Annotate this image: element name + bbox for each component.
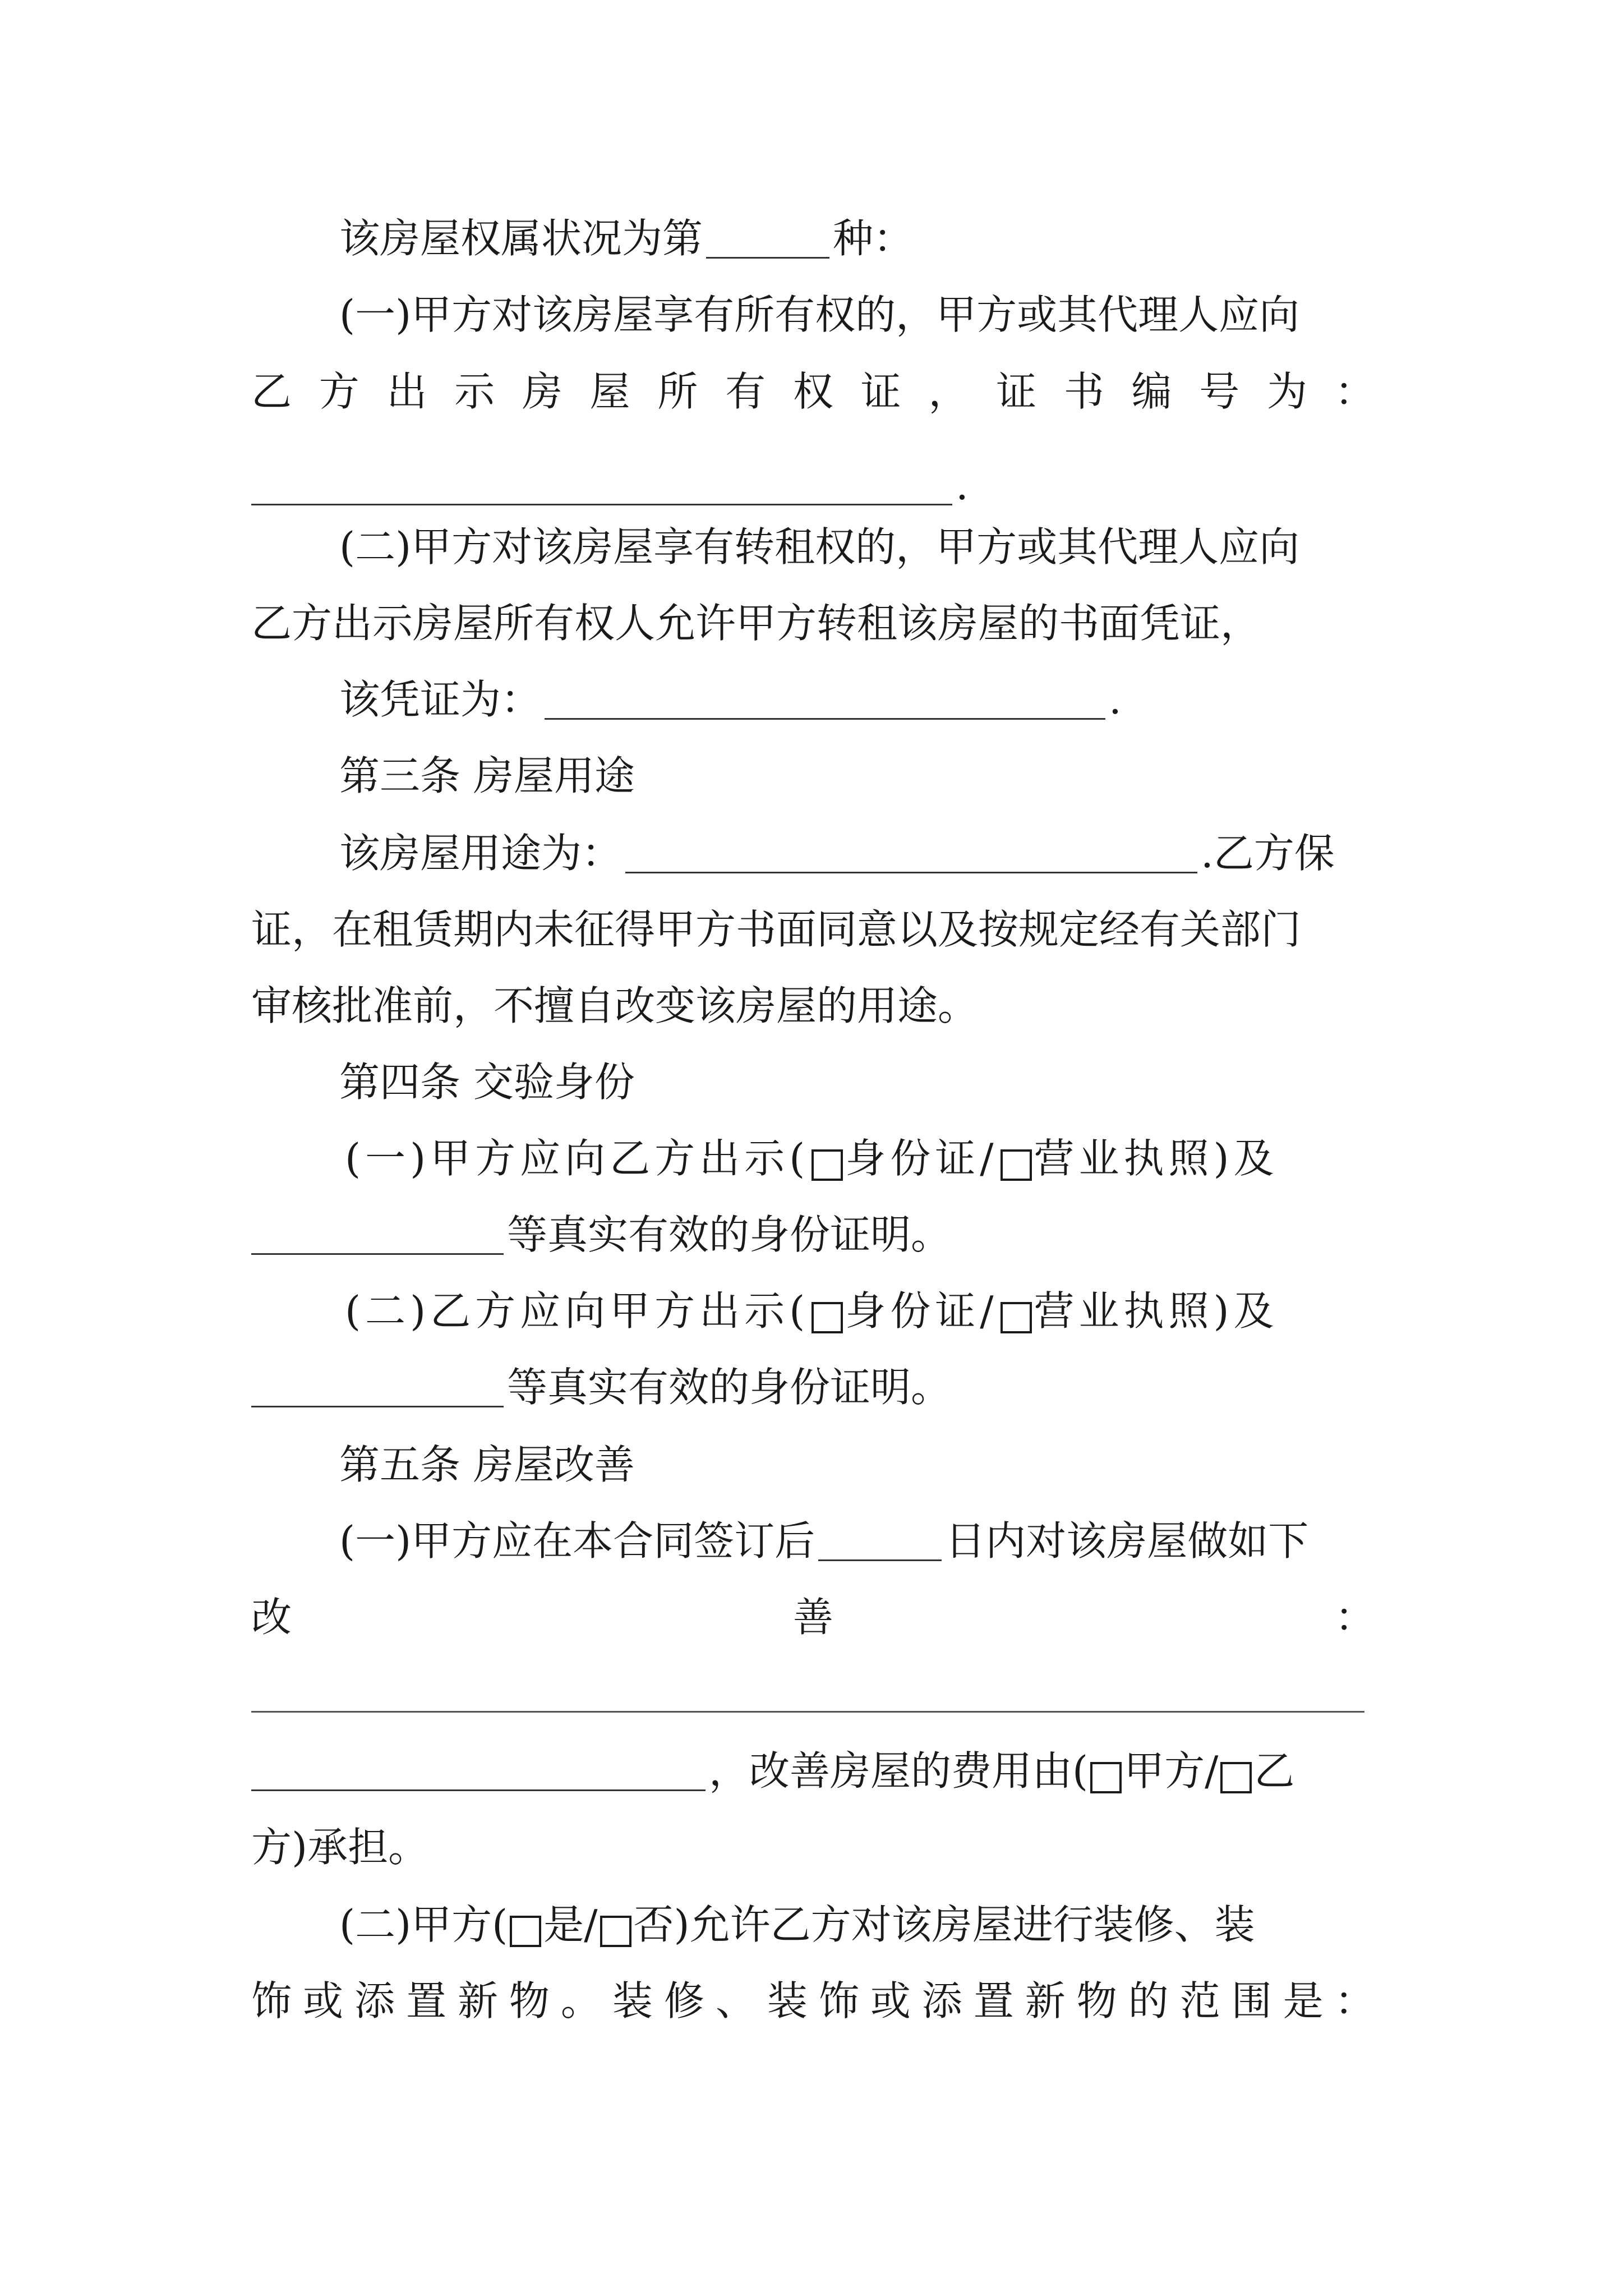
text: 审核批准前，不擅自改变该房屋的用途。 bbox=[251, 982, 979, 1029]
certificate-number-blank-line bbox=[251, 457, 969, 513]
text: 乙 bbox=[1254, 1747, 1295, 1795]
text: 营业执照)及 bbox=[1034, 1135, 1279, 1182]
char: 置 bbox=[405, 1977, 446, 2024]
blank-field[interactable] bbox=[251, 1750, 706, 1791]
text: (二)乙方应向甲方出示( bbox=[345, 1287, 810, 1335]
char: 屋 bbox=[589, 368, 630, 415]
checkbox-party-a[interactable] bbox=[1090, 1762, 1122, 1793]
text: 第三条 房屋用途 bbox=[339, 752, 635, 799]
usage-cont-line-2 bbox=[251, 978, 978, 1034]
char: 饰 bbox=[818, 1977, 859, 2024]
char: 出 bbox=[386, 368, 427, 415]
char: 、 bbox=[715, 1977, 756, 2024]
text: 是/ bbox=[543, 1901, 598, 1948]
usage-line bbox=[339, 825, 1335, 881]
char: 示 bbox=[454, 368, 495, 415]
blank-field[interactable] bbox=[251, 464, 952, 505]
char: 装 bbox=[767, 1977, 808, 2024]
char: ： bbox=[1334, 368, 1375, 415]
improvement-line bbox=[339, 1513, 1308, 1569]
text: 该凭证为： bbox=[339, 676, 542, 723]
char: 有 bbox=[725, 368, 766, 415]
decoration-line bbox=[339, 1897, 1255, 1953]
text: (二)甲方对该房屋享有转租权的，甲方或其代理人应向 bbox=[339, 523, 1300, 570]
text: 等真实有效的身份证明。 bbox=[507, 1364, 952, 1411]
blank-field[interactable] bbox=[545, 679, 1105, 720]
char: 号 bbox=[1199, 368, 1240, 415]
blank-field[interactable] bbox=[818, 1520, 942, 1561]
ownership-status-line bbox=[339, 210, 914, 266]
text: 方)承担。 bbox=[251, 1824, 429, 1871]
text: 该房屋用途为： bbox=[339, 830, 623, 877]
char: 房 bbox=[522, 368, 562, 415]
text: 否)允许乙方对该房屋进行装修、装 bbox=[633, 1901, 1255, 1948]
party-b-id-line bbox=[345, 1283, 1279, 1339]
char: 装 bbox=[612, 1977, 653, 2024]
char: 善 bbox=[792, 1594, 833, 1641]
char: ： bbox=[1334, 1594, 1375, 1641]
text: . bbox=[1109, 676, 1122, 723]
char: ， bbox=[928, 368, 969, 415]
text: 证，在租赁期内未征得甲方书面同意以及按规定经有关部门 bbox=[251, 906, 1302, 953]
checkbox-business-license[interactable] bbox=[1000, 1149, 1032, 1181]
checkbox-no[interactable] bbox=[600, 1916, 631, 1947]
blank-field[interactable] bbox=[625, 832, 1197, 873]
clause-2-line bbox=[339, 519, 1299, 575]
certificate-number-line bbox=[251, 364, 1375, 420]
checkbox-business-license[interactable] bbox=[1000, 1302, 1032, 1333]
char: 的 bbox=[1128, 1977, 1169, 2024]
article-5-heading bbox=[339, 1437, 635, 1493]
improvement-cost-line bbox=[251, 1743, 1294, 1799]
text: 身份证/ bbox=[845, 1135, 998, 1182]
char: 或 bbox=[870, 1977, 911, 2024]
decoration-scope-line bbox=[251, 1973, 1375, 2029]
voucher-line bbox=[339, 671, 1122, 728]
char: 添 bbox=[354, 1977, 395, 2024]
checkbox-party-b[interactable] bbox=[1220, 1762, 1252, 1793]
text: 第五条 房屋改善 bbox=[339, 1441, 635, 1488]
char: 改 bbox=[251, 1594, 292, 1641]
char: 书 bbox=[1063, 368, 1104, 415]
char: 围 bbox=[1231, 1977, 1272, 2024]
text: 等真实有效的身份证明。 bbox=[507, 1211, 952, 1258]
article-3-heading bbox=[339, 748, 635, 804]
char: 。 bbox=[560, 1977, 601, 2024]
text: 甲方/ bbox=[1124, 1747, 1219, 1795]
party-a-id-cont-line bbox=[251, 1207, 951, 1263]
char: 新 bbox=[1025, 1977, 1066, 2024]
char: 证 bbox=[996, 368, 1037, 415]
char: ： bbox=[1334, 1977, 1375, 2024]
char: 权 bbox=[792, 368, 833, 415]
text: ，改善房屋的费用由( bbox=[709, 1747, 1089, 1795]
text: 该房屋权属状况为第 bbox=[339, 215, 703, 262]
checkbox-yes[interactable] bbox=[510, 1916, 541, 1947]
char: 证 bbox=[860, 368, 901, 415]
clause-1-line bbox=[339, 287, 1299, 343]
char: 置 bbox=[973, 1977, 1014, 2024]
text: 营业执照)及 bbox=[1034, 1287, 1279, 1335]
text: 日内对该房屋做如下 bbox=[945, 1517, 1309, 1565]
blank-field[interactable] bbox=[251, 1214, 504, 1255]
text: .乙方保 bbox=[1201, 830, 1335, 877]
char: 新 bbox=[457, 1977, 498, 2024]
char: 编 bbox=[1131, 368, 1172, 415]
checkbox-id-card[interactable] bbox=[811, 1302, 843, 1333]
blank-field[interactable] bbox=[251, 1711, 1364, 1713]
char: 物 bbox=[1076, 1977, 1117, 2024]
char: 或 bbox=[302, 1977, 343, 2024]
char: 乙 bbox=[251, 368, 292, 415]
improvement-cont-line bbox=[251, 1589, 1375, 1645]
text: (二)甲方( bbox=[339, 1901, 508, 1948]
text: (一)甲方应向乙方出示( bbox=[345, 1135, 810, 1182]
text: 种： bbox=[833, 215, 914, 262]
blank-field[interactable] bbox=[706, 218, 829, 259]
party-b-id-cont-line bbox=[251, 1359, 951, 1415]
text: (一)甲方对该房屋享有所有权的，甲方或其代理人应向 bbox=[339, 291, 1300, 338]
text: 第四条 交验身份 bbox=[339, 1059, 635, 1106]
text: . bbox=[956, 462, 969, 509]
clause-2-cont-line bbox=[251, 595, 1261, 651]
blank-field[interactable] bbox=[251, 1366, 504, 1407]
text: 乙方出示房屋所有权人允许甲方转租该房屋的书面凭证， bbox=[251, 600, 1261, 647]
text: (一)甲方应在本合同签订后 bbox=[339, 1517, 815, 1565]
checkbox-id-card[interactable] bbox=[811, 1149, 843, 1181]
char: 所 bbox=[657, 368, 698, 415]
usage-cont-line bbox=[251, 901, 1301, 958]
article-4-heading bbox=[339, 1054, 635, 1110]
char: 物 bbox=[509, 1977, 550, 2024]
char: 修 bbox=[663, 1977, 704, 2024]
improvement-cost-cont-line bbox=[251, 1819, 428, 1875]
char: 范 bbox=[1179, 1977, 1220, 2024]
party-a-id-line bbox=[345, 1130, 1279, 1186]
char: 为 bbox=[1267, 368, 1308, 415]
char: 方 bbox=[319, 368, 359, 415]
char: 添 bbox=[921, 1977, 962, 2024]
char: 是 bbox=[1283, 1977, 1324, 2024]
char: 饰 bbox=[251, 1977, 292, 2024]
text: 身份证/ bbox=[845, 1287, 998, 1335]
